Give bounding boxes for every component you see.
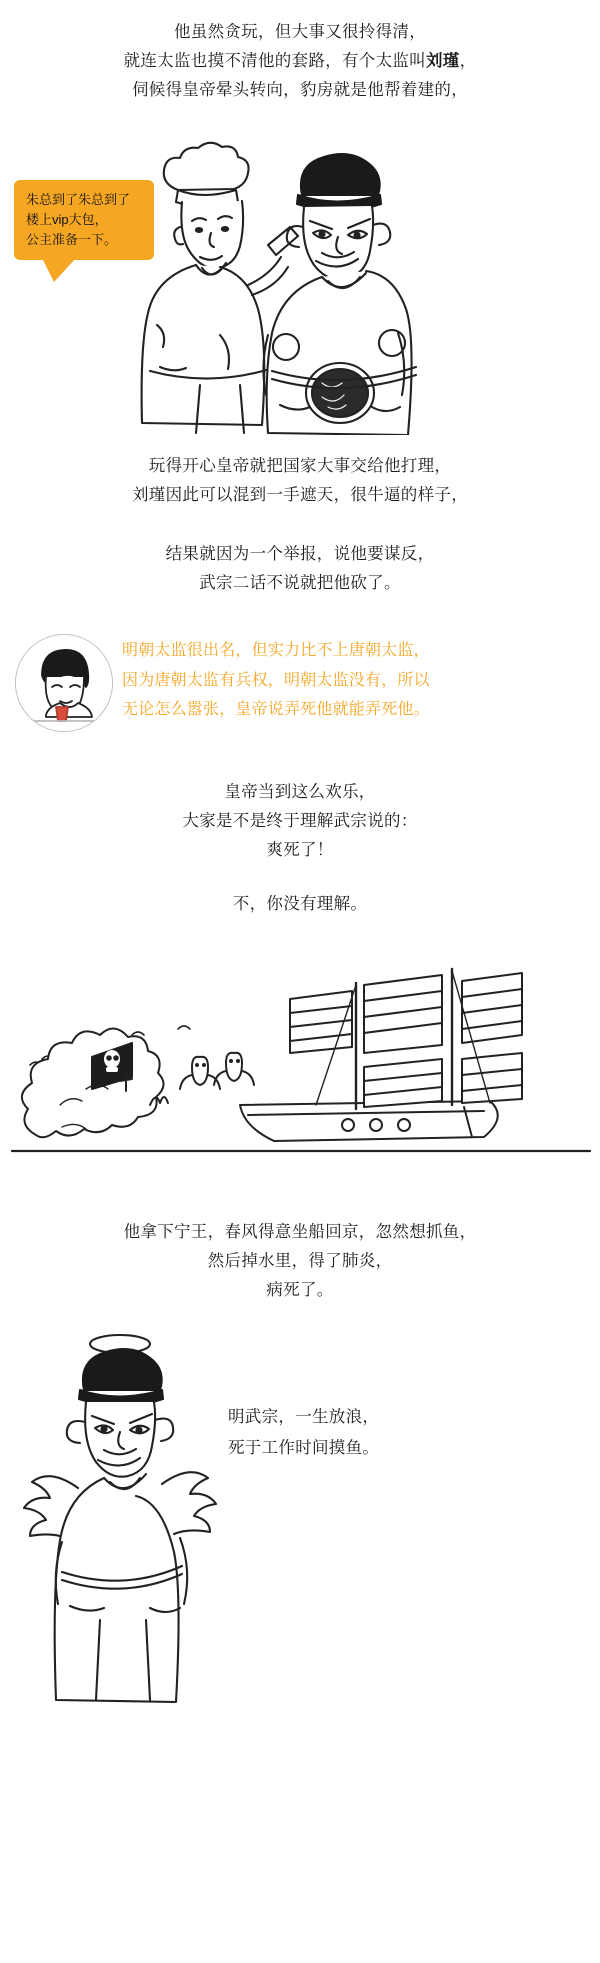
angel-caption <box>228 1402 488 1465</box>
mid-paragraph-1-line-1: 玩得开心皇帝就把国家大事交给他打理， <box>148 457 452 475</box>
angel-caption-line-1: 明武宗，一生放浪， <box>228 1408 380 1426</box>
mid-paragraph-4-line-1: 不，你没有理解。 <box>232 895 368 913</box>
top-paragraph-line-2-post: ， <box>459 51 477 70</box>
author-note-line-2: 因为唐朝太监有兵权，明朝太监没有，所以 <box>122 671 430 689</box>
avatar-drawing <box>16 635 112 731</box>
top-paragraph-line-2-pre: 就连太监也摸不清他的套路，有个太监叫 <box>123 51 426 70</box>
top-paragraph-line-3: 伺候得皇帝晕头转向，豹房就是他帮着建的， <box>132 80 468 99</box>
top-paragraph-name-liujin: 刘瑾 <box>425 51 460 70</box>
top-paragraph <box>0 18 600 105</box>
illustration-ship <box>0 955 600 1195</box>
author-note-line-1: 明朝太监很出名，但实力比不上唐朝太监， <box>122 642 430 659</box>
mid-paragraph-2-line-1: 结果就因为一个举报，说他要谋反， <box>165 545 435 563</box>
mid-paragraph-2-line-2: 武宗二话不说就把他砍了。 <box>199 573 401 592</box>
end-paragraph-1-line-2: 然后掉水里，得了肺炎， <box>207 1251 393 1270</box>
avatar <box>15 634 113 732</box>
speech-bubble-line-2: 楼上vip大包， <box>26 212 108 228</box>
author-note-line-3: 无论怎么嚣张，皇帝说弄死他就能弄死他。 <box>122 701 430 719</box>
mid-paragraph-4 <box>0 890 600 919</box>
top-paragraph-line-2 <box>0 47 600 76</box>
end-paragraph-1-line-3: 病死了。 <box>266 1280 334 1299</box>
eunuch-right-drawing <box>0 135 600 435</box>
mid-paragraph-1 <box>0 452 600 510</box>
author-note <box>0 628 600 758</box>
mid-paragraph-3 <box>0 778 600 865</box>
angel-caption-line-2: 死于工作时间摸鱼。 <box>228 1439 380 1458</box>
ship-drawing <box>0 955 600 1195</box>
author-note-text <box>122 636 470 725</box>
illustration-eunuchs <box>0 135 600 435</box>
speech-bubble-line-1: 朱总到了朱总到了 <box>26 192 131 207</box>
end-paragraph-1-line-1: 他拿下宁王，春风得意坐船回京，忽然想抓鱼， <box>123 1223 477 1241</box>
mid-paragraph-3-line-2: 大家是不是终于理解武宗说的： <box>182 811 418 830</box>
mid-paragraph-3-line-3: 爽死了！ <box>266 840 334 859</box>
end-paragraph-1 <box>0 1218 600 1305</box>
mid-paragraph-1-line-2: 刘瑾因此可以混到一手遮天，很牛逼的样子， <box>132 485 468 504</box>
illustration-angel <box>0 1320 600 1940</box>
speech-bubble-line-3: 公主准备一下。 <box>26 232 118 248</box>
top-paragraph-line-1: 他虽然贪玩，但大事又很拎得清， <box>174 23 426 41</box>
mid-paragraph-2 <box>0 540 600 598</box>
mid-paragraph-3-line-1: 皇帝当到这么欢乐， <box>224 783 376 801</box>
